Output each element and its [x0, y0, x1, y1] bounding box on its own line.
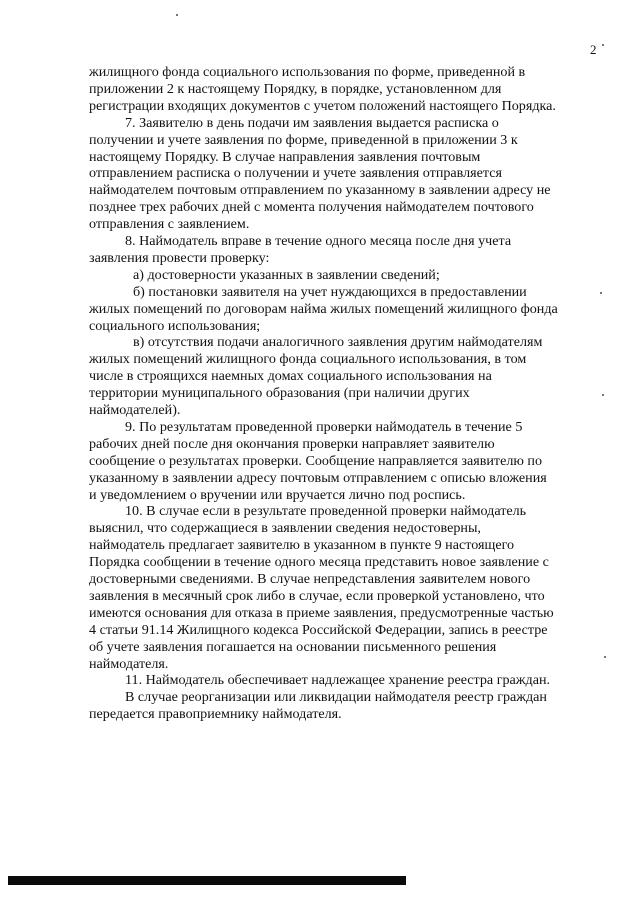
- text-line: жилых помещений по договорам найма жилых помещений жилищного фонда: [89, 300, 558, 317]
- text-line: Порядка сообщении в течение одного месяца представить новое заявление с: [89, 554, 549, 571]
- text-line: 4 статьи 91.14 Жилищного кодекса Российской Федерации, запись в реестре: [89, 621, 548, 638]
- scan-speck: [604, 656, 606, 658]
- text-line: В случае реорганизации или ликвидации наймодателя реестр граждан: [125, 689, 547, 706]
- text-line: указанному в заявлении адресу почтовым отправлением с описью вложения: [89, 469, 547, 486]
- text-line: социального использования;: [89, 317, 261, 334]
- text-line: об учете заявления погашается на основании письменного решения: [89, 638, 497, 655]
- text-line: имеются основания для отказа в приеме заявления, предусмотренные частью: [89, 604, 554, 621]
- text-line: настоящему Порядку. В случае направления заявления почтовым: [89, 148, 481, 165]
- text-line: 11. Наймодатель обеспечивает надлежащее хранение реестра граждан.: [125, 672, 551, 689]
- text-line: выяснил, что содержащиеся в заявлении сведения недостоверны,: [89, 520, 481, 537]
- text-line: 7. Заявителю в день подачи им заявления выдается расписка о: [125, 114, 499, 131]
- text-line: наймодатель предлагает заявителю в указанном в пункте 9 настоящего: [89, 537, 515, 554]
- text-line: достоверными сведениями. В случае непредставления заявителем нового: [89, 571, 531, 587]
- text-line: рабочих дней после дня окончания проверки направляет заявителю: [89, 435, 495, 452]
- text-line: заявления в месячный срок либо в случае, если проверкой установлено, что: [89, 587, 545, 604]
- text-line: в) отсутствия подачи аналогичного заявления другим наймодателям: [133, 334, 543, 351]
- text-line: отправлением расписка о получении и учете заявления отправляется: [89, 165, 502, 182]
- scan-speck: [602, 44, 604, 46]
- text-line: регистрации входящих документов с учетом положений настоящего Порядка.: [89, 97, 556, 114]
- scan-speck: [602, 394, 604, 396]
- scan-edge-artifact: [8, 876, 406, 885]
- text-line: б) постановки заявителя на учет нуждающихся в предоставлении: [133, 283, 527, 300]
- text-line: территории муниципального образования (при наличии других: [89, 385, 470, 402]
- text-line: заявления провести проверку:: [89, 249, 270, 266]
- text-line: 10. В случае если в результате проведенной проверки наймодатель: [125, 503, 527, 520]
- text-line: сообщение о результатах проверки. Сообщение направляется заявителю по: [89, 452, 543, 469]
- text-line: отправления с заявлением.: [89, 216, 250, 233]
- text-line: 9. По результатам проведенной проверки наймодатель в течение 5: [125, 418, 523, 435]
- text-line: наймодателем почтовым отправлением по указанному в заявлении адресу не: [89, 182, 551, 199]
- text-line: передается правоприемнику наймодателя.: [89, 706, 342, 723]
- text-line: наймодателя.: [89, 655, 169, 672]
- text-line: получении и учете заявления по форме, приведенной в приложении 3 к: [89, 131, 518, 148]
- text-line: наймодателей).: [89, 402, 181, 418]
- scan-speck: [600, 292, 602, 294]
- scan-speck: [176, 14, 178, 16]
- text-line: жилищного фонда социального использования по форме, приведенной в: [89, 64, 526, 80]
- text-line: а) достоверности указанных в заявлении сведений;: [133, 266, 440, 283]
- text-line: числе в строящихся наемных домах социального использования на: [89, 368, 492, 385]
- text-line: и уведомлением о вручении или вручается лично под роспись.: [89, 486, 466, 503]
- page-number: 2: [590, 42, 597, 57]
- text-line: приложении 2 к настоящему Порядку, в порядке, установленном для: [89, 80, 502, 97]
- text-line: позднее трех рабочих дней с момента получения наймодателем почтового: [89, 199, 534, 216]
- text-line: жилых помещений жилищного фонда социального использования, в том: [89, 351, 527, 368]
- text-line: 8. Наймодатель вправе в течение одного месяца после дня учета: [125, 233, 512, 249]
